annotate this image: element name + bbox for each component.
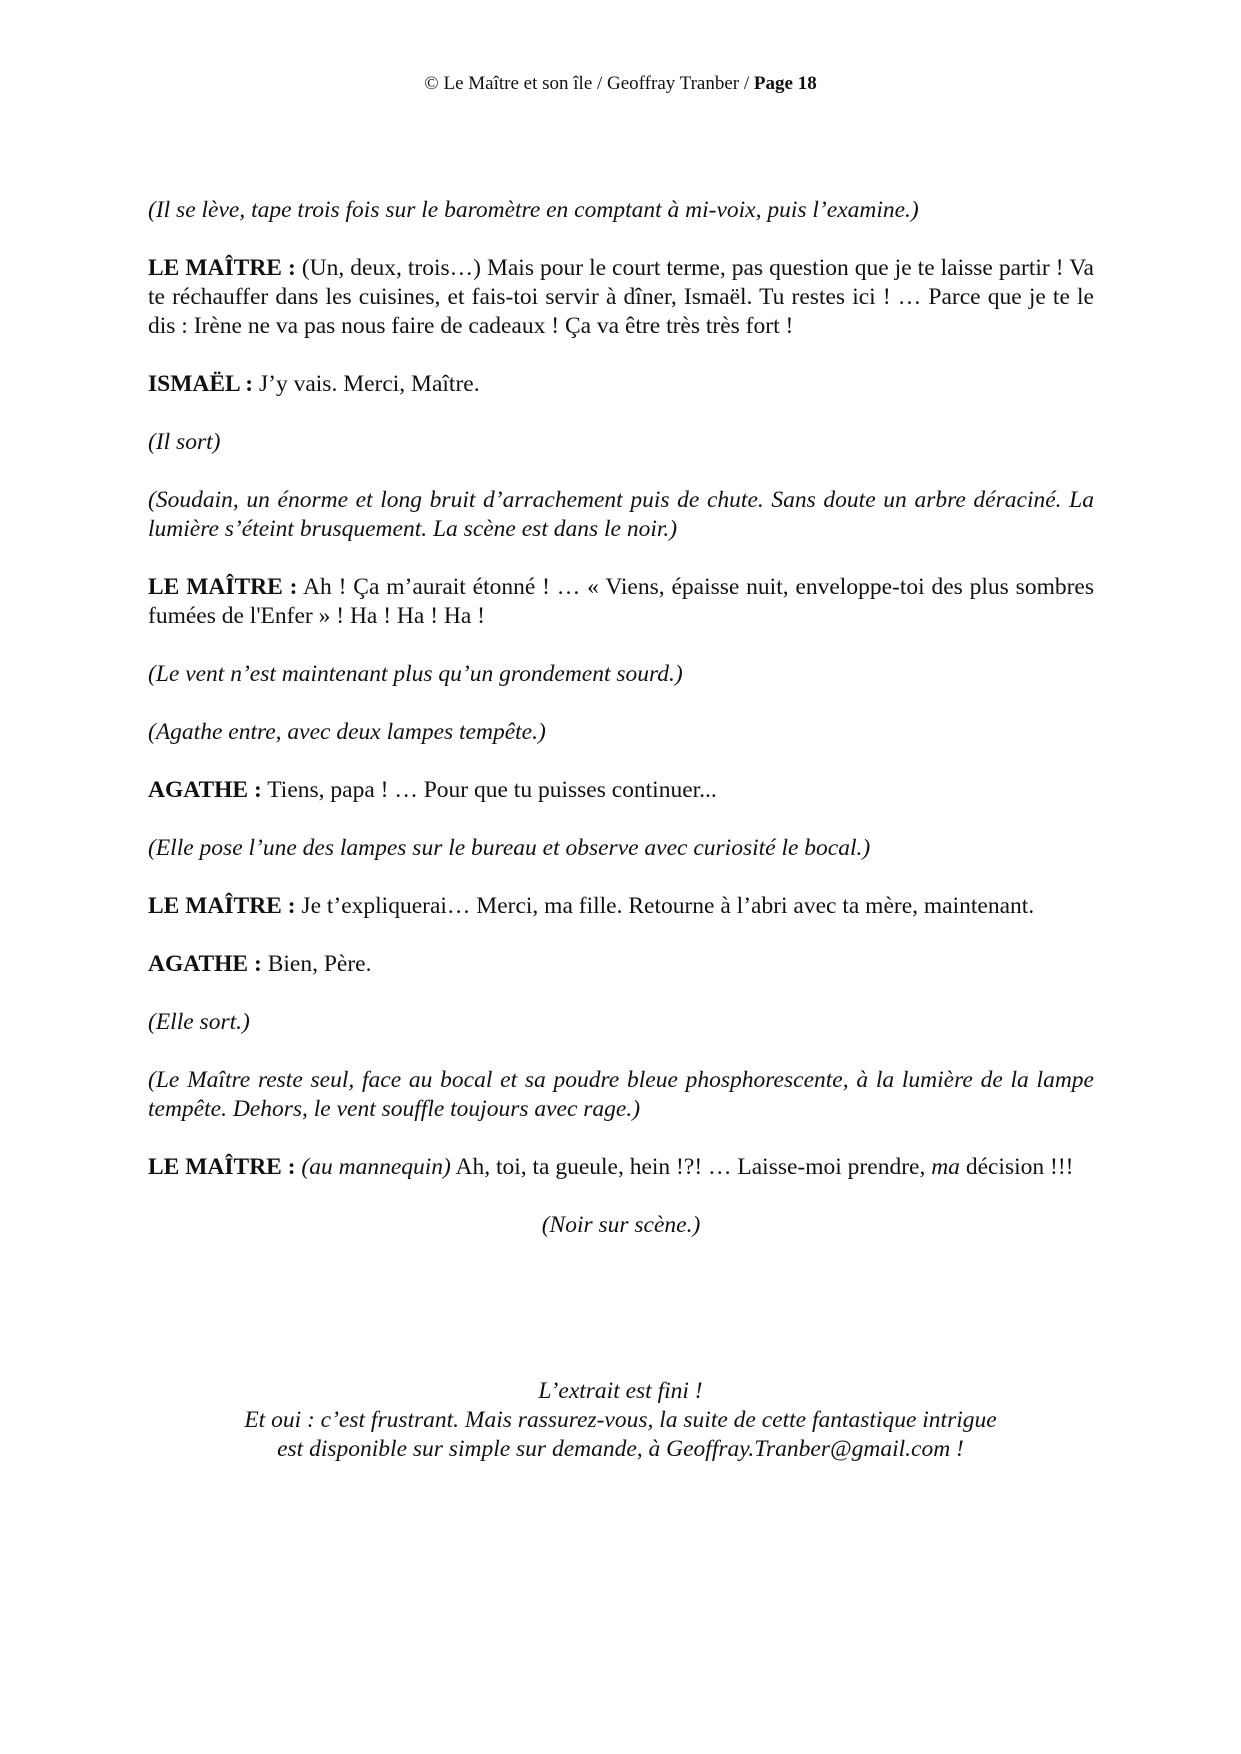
stage-direction: (Il se lève, tape trois fois sur le baromètre en comptant à mi-voix, puis l’examine.): [148, 197, 919, 223]
dialogue-text: Tiens, papa ! … Pour que tu puisses continuer...: [261, 777, 717, 803]
stage-direction: (Agathe entre, avec deux lampes tempête.): [148, 719, 546, 745]
stage-direction: (Elle sort.): [148, 1009, 250, 1035]
emphasis: ma: [931, 1154, 960, 1180]
speaker-name: AGATHE :: [148, 951, 262, 977]
speaker-name: LE MAÎTRE :: [148, 255, 296, 281]
header-copyright: © Le Maître et son île / Geoffray Tranber /: [424, 73, 754, 94]
stage-direction: (Elle pose l’une des lampes sur le bureau et observe avec curiosité le bocal.): [148, 835, 871, 861]
inline-direction: (au mannequin): [295, 1154, 451, 1180]
dialogue-line: [148, 1153, 1094, 1182]
ending-line-3: est disponible sur simple sur demande, à Geoffray.Tranber@gmail.com !: [277, 1436, 964, 1462]
ending-line-1: L’extrait est fini !: [538, 1378, 703, 1404]
dialogue-text: Ah ! Ça m’aurait étonné ! … « Viens, épaisse nuit, enveloppe-toi des plus sombres fumées de l'Enfer » ! Ha ! Ha ! Ha !: [148, 574, 1094, 629]
dialogue-line: [148, 776, 1094, 805]
dialogue-text: J’y vais. Merci, Maître.: [253, 371, 480, 397]
dialogue-line: [148, 254, 1094, 341]
dialogue-text: Ah, toi, ta gueule, hein !?! … Laisse-moi prendre,: [450, 1154, 932, 1180]
dialogue-line: [148, 950, 1094, 979]
speaker-name: ISMAËL :: [148, 371, 254, 397]
extract-ending-note: [0, 1377, 1241, 1464]
speaker-name: LE MAÎTRE :: [148, 1154, 296, 1180]
stage-direction: (Le Maître reste seul, face au bocal et sa poudre bleue phosphorescente, à la lumière de la lampe tempête. Dehors, le vent souffle toujours avec rage.): [148, 1067, 1094, 1122]
dialogue-text: Bien, Père.: [261, 951, 372, 977]
dialogue-line: [148, 573, 1094, 631]
page-number: Page 18: [753, 73, 817, 94]
dialogue-text: décision !!!: [959, 1154, 1074, 1180]
page-header: [0, 72, 1241, 96]
dialogue-text: Je t’expliquerai… Merci, ma fille. Retourne à l’abri avec ta mère, maintenant.: [295, 893, 1035, 919]
ending-line-2: Et oui : c’est frustrant. Mais rassurez-vous, la suite de cette fantastique intrigue: [244, 1407, 997, 1433]
speaker-name: LE MAÎTRE :: [148, 574, 298, 600]
speaker-name: AGATHE :: [148, 777, 262, 803]
stage-direction: (Le vent n’est maintenant plus qu’un grondement sourd.): [148, 661, 683, 687]
dialogue-line: [148, 892, 1094, 921]
scene-end-direction: (Noir sur scène.): [541, 1212, 701, 1238]
dialogue-line: [148, 370, 1094, 399]
stage-direction: (Il sort): [148, 429, 221, 455]
dialogue-text: (Un, deux, trois…) Mais pour le court terme, pas question que je te laisse partir ! Va te réchauffer dans les cuisines, et fais-toi servir à dîner, Ismaël. Tu restes ici ! … Parce que je te le dis : Irène ne va pas nous faire de cadeaux ! Ça va être très très fort !: [148, 255, 1094, 339]
speaker-name: LE MAÎTRE :: [148, 893, 296, 919]
stage-direction: (Soudain, un énorme et long bruit d’arrachement puis de chute. Sans doute un arbre déraciné. La lumière s’éteint brusquement. La scène est dans le noir.): [148, 487, 1094, 542]
script-body: [148, 196, 1094, 1269]
